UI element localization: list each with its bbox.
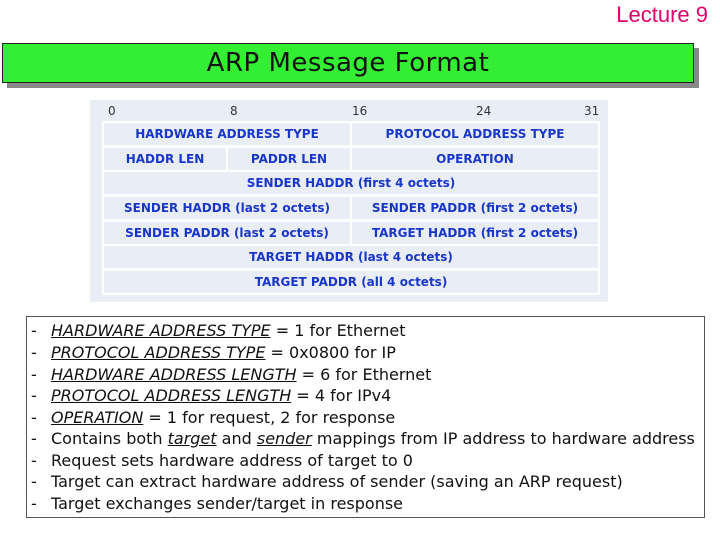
field-haddr-len: HADDR LEN	[102, 146, 228, 172]
note-item: - PROTOCOL ADDRESS TYPE = 0x0800 for IP	[31, 343, 396, 362]
field-sender-haddr-last: SENDER HADDR (last 2 octets)	[102, 195, 352, 221]
note-item: - HARDWARE ADDRESS LENGTH = 6 for Ethernet	[31, 365, 432, 384]
field-target-paddr: TARGET PADDR (all 4 octets)	[102, 269, 600, 295]
notes-box	[26, 316, 705, 518]
bit-label-8: 8	[230, 104, 238, 118]
field-sender-paddr-first: SENDER PADDR (first 2 octets)	[350, 195, 600, 221]
field-hardware-address-type: HARDWARE ADDRESS TYPE	[102, 121, 352, 147]
lecture-number: Lecture 9	[616, 2, 708, 27]
note-item: - PROTOCOL ADDRESS LENGTH = 4 for IPv4	[31, 386, 392, 405]
note-item: - Request sets hardware address of target to 0	[31, 451, 413, 470]
title-bar	[2, 43, 694, 83]
arp-format-diagram	[90, 100, 608, 302]
field-target-haddr-first: TARGET HADDR (first 2 octets)	[350, 220, 600, 246]
field-protocol-address-type: PROTOCOL ADDRESS TYPE	[350, 121, 600, 147]
note-item: - Target exchanges sender/target in response	[31, 494, 404, 513]
bit-label-31: 31	[584, 104, 600, 118]
note-item: - OPERATION = 1 for request, 2 for response	[31, 408, 396, 427]
field-target-haddr-last: TARGET HADDR (last 4 octets)	[102, 244, 600, 270]
slide-title: ARP Message Format	[206, 48, 490, 78]
bit-label-24: 24	[476, 104, 492, 118]
bit-label-16: 16	[352, 104, 368, 118]
field-sender-paddr-last: SENDER PADDR (last 2 octets)	[102, 220, 352, 246]
field-sender-haddr-first: SENDER HADDR (first 4 octets)	[102, 170, 600, 196]
field-paddr-len: PADDR LEN	[226, 146, 352, 172]
note-item: - Target can extract hardware address of sender (saving an ARP request)	[31, 472, 623, 491]
note-item: - HARDWARE ADDRESS TYPE = 1 for Ethernet	[31, 321, 406, 340]
note-item: - Contains both target and sender mappings from IP address to hardware address	[31, 429, 695, 448]
bit-label-0: 0	[108, 104, 116, 118]
field-operation: OPERATION	[350, 146, 600, 172]
